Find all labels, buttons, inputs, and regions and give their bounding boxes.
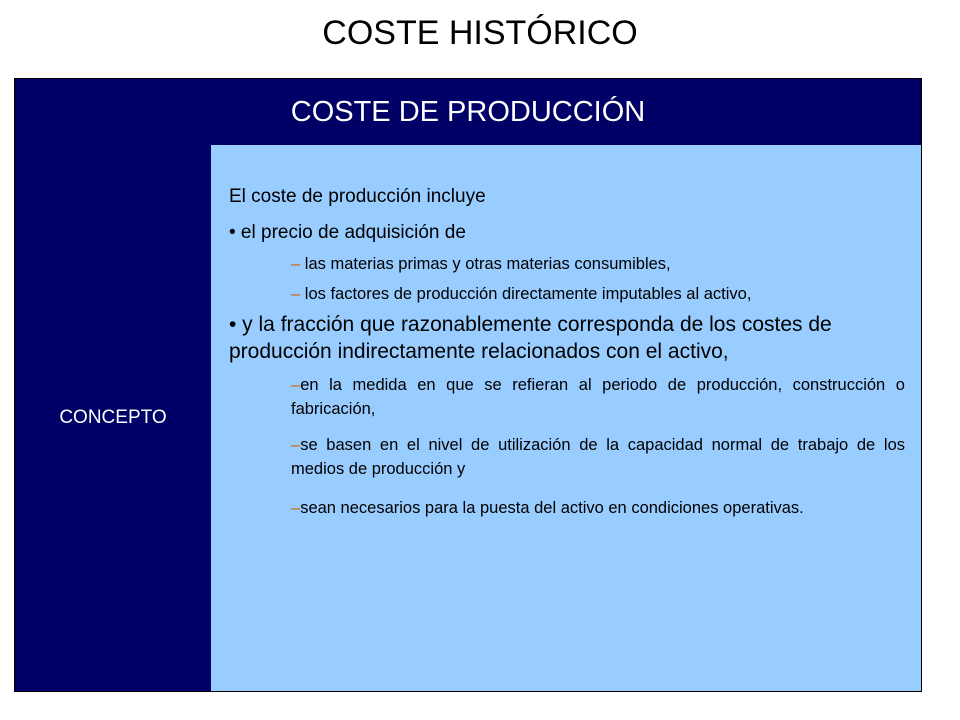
sub-item [229,281,905,307]
dash-marker: – [291,499,301,517]
row-label-cell [15,145,211,691]
row-label: CONCEPTO [59,407,167,428]
bullet-item: • y la fracción que razonablemente corresponda de los costes de producción indirectamente relacionados con el activo, [229,313,832,363]
content-cell [211,145,921,691]
sub-item [229,493,905,523]
bullet-item: • el precio de adquisición de [229,222,466,243]
sub-item [229,251,905,277]
dash-marker: – [291,436,301,454]
dash-marker: – [291,255,301,273]
sub-item-text: se basen en el nivel de utilización de la capacidad normal de trabajo de los medios de producción y [291,436,905,478]
intro-text: El coste de producción incluye [229,186,486,207]
page-title: COSTE HISTÓRICO [322,14,638,52]
sub-item [229,373,905,421]
sub-item-text: los factores de producción directamente imputables al activo, [300,285,752,303]
sub-item-text: sean necesarios para la puesta del activo en condiciones operativas. [300,499,804,517]
sub-item [229,433,905,481]
sub-item-text: en la medida en que se refieran al periodo de producción, construcción o fabricación, [291,376,905,418]
table-header: COSTE DE PRODUCCIÓN [290,96,646,128]
concept-table [14,78,922,692]
sub-item-text: las materias primas y otras materias consumibles, [300,255,671,273]
dash-marker: – [291,285,301,303]
dash-marker: – [291,376,301,394]
